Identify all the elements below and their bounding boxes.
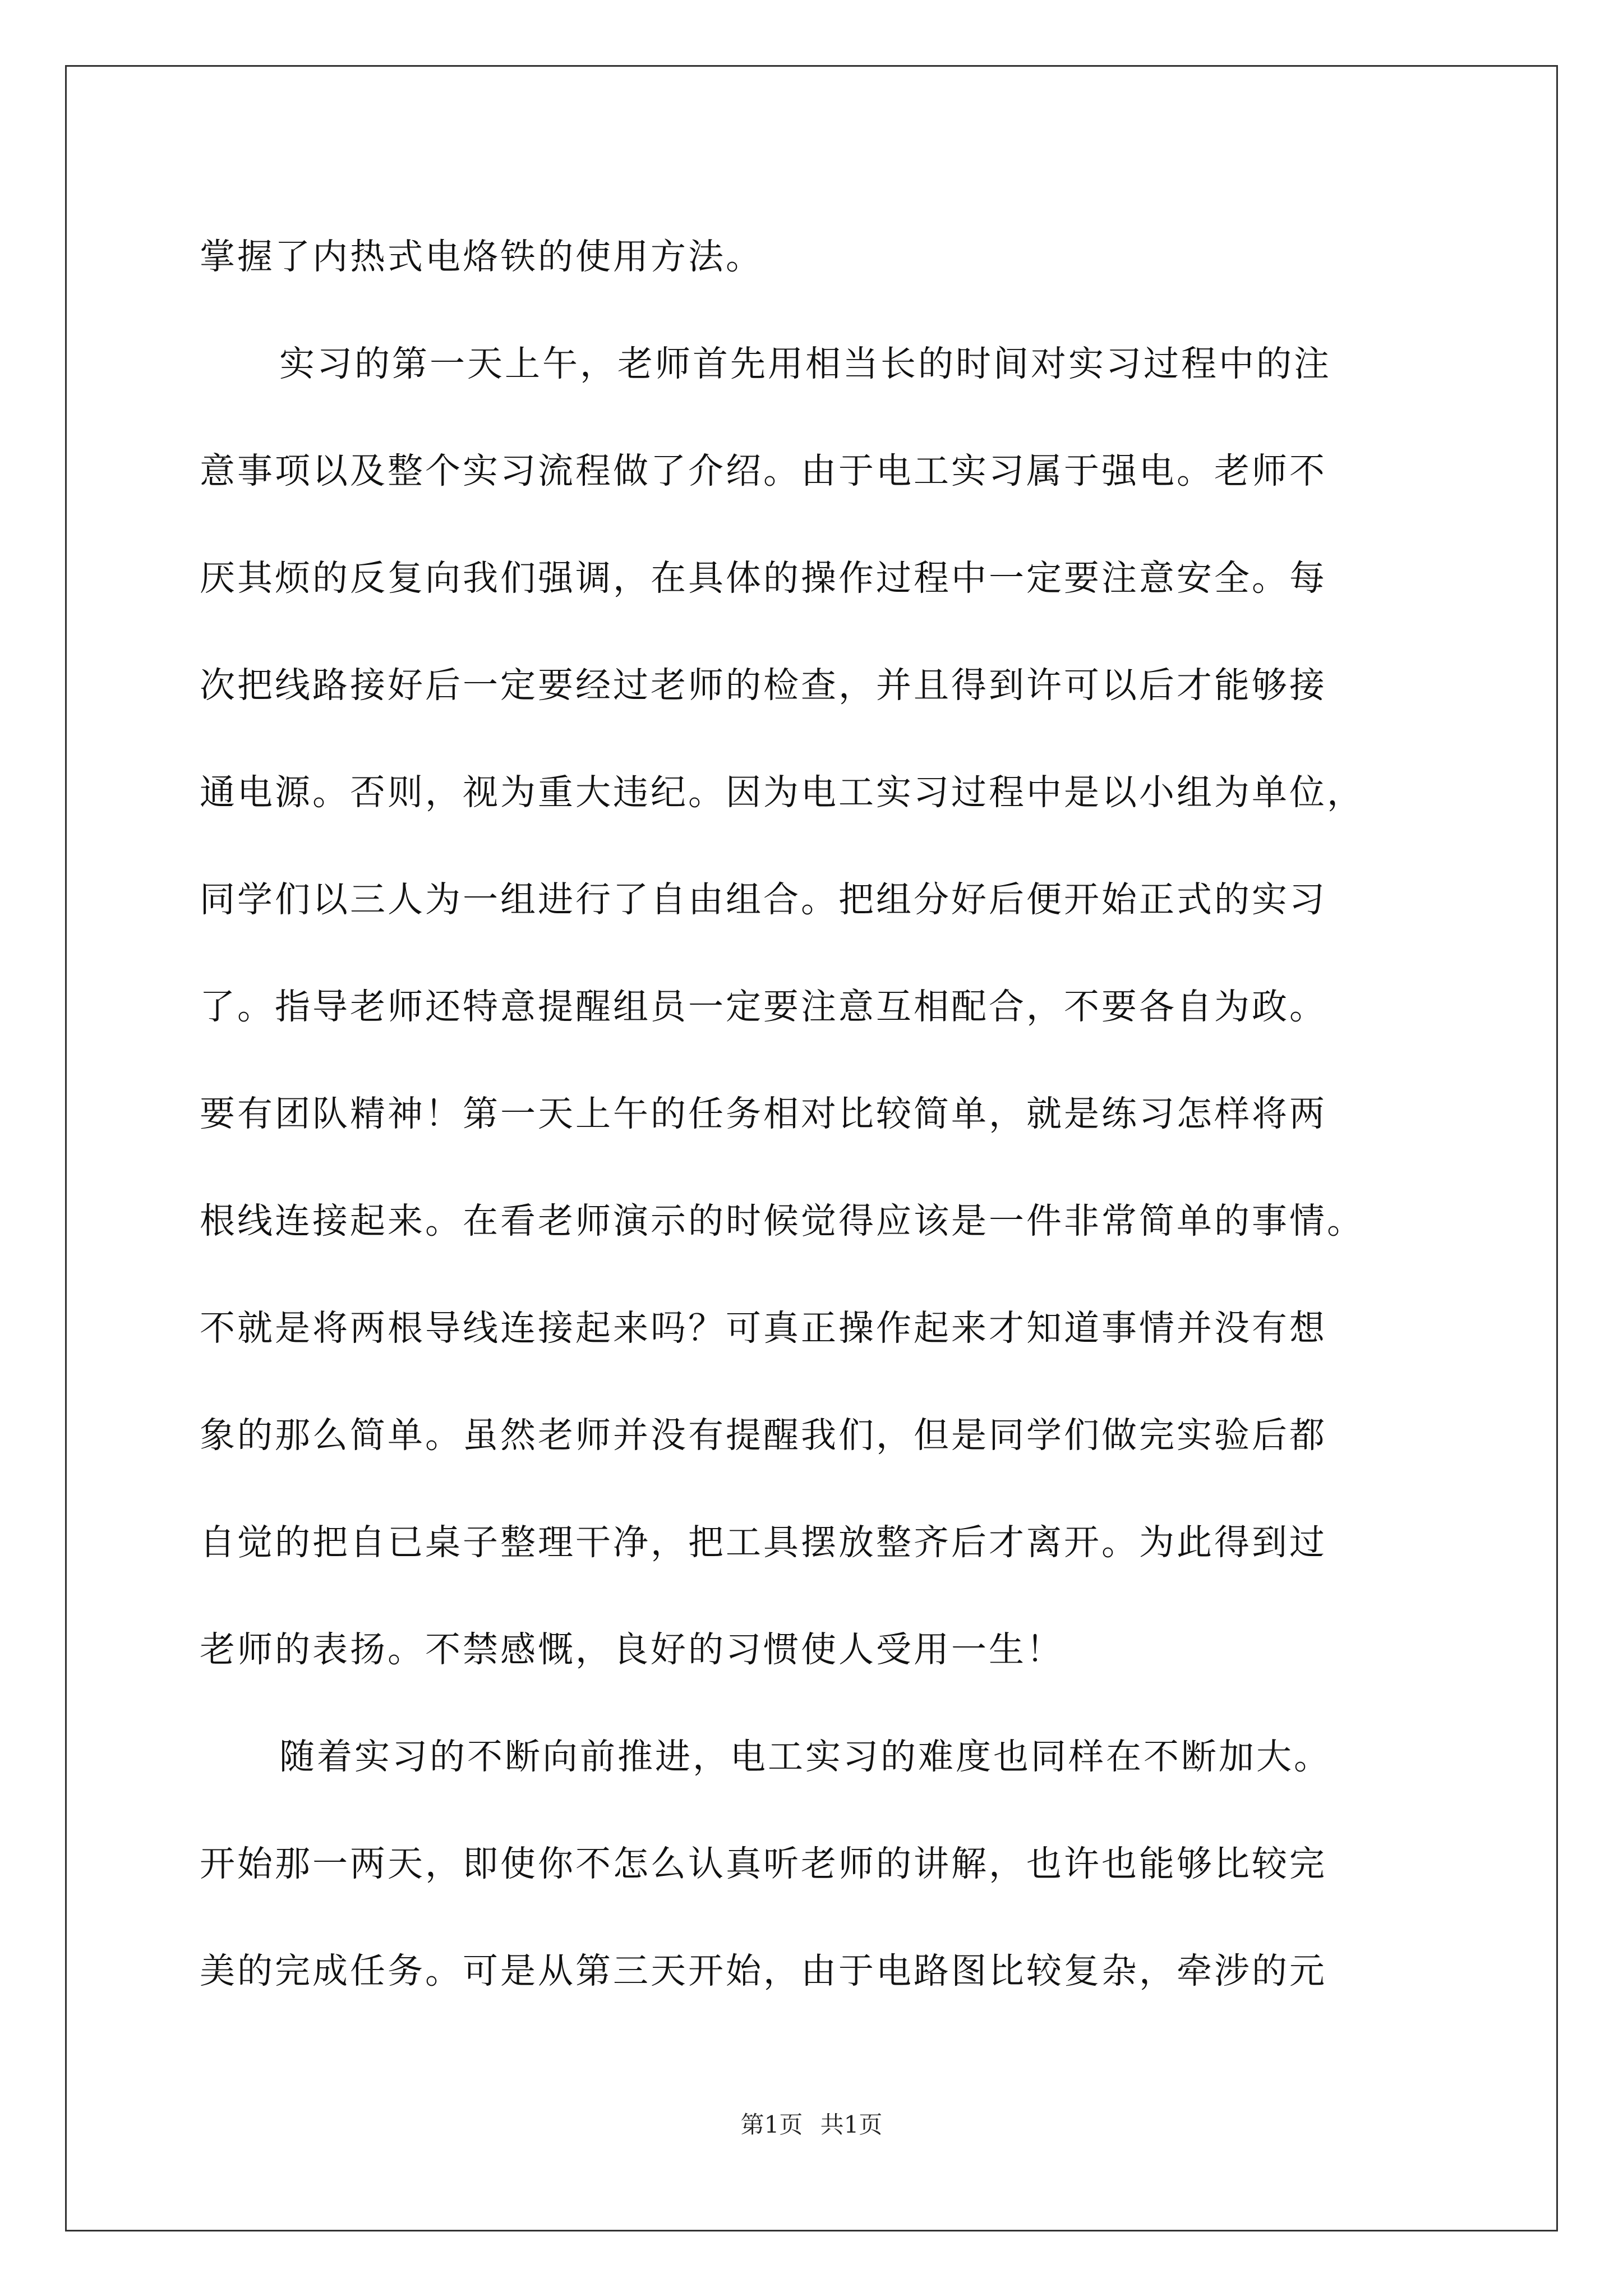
text-line: 了。指导老师还特意提醒组员一定要注意互相配合，不要各自为政。 [200,986,1327,1027]
text-line: 厌其烦的反复向我们强调，在具体的操作过程中一定要注意安全。每 [200,558,1327,599]
text-line: 要有团队精神！第一天上午的任务相对比较简单，就是练习怎样将两 [200,1093,1327,1134]
document-body [200,203,1433,2024]
text-line: 同学们以三人为一组进行了自由组合。把组分好后便开始正式的实习 [200,879,1327,920]
text-line: 象的那么简单。虽然老师并没有提醒我们，但是同学们做完实验后都 [200,1415,1327,1456]
text-line: 根线连接起来。在看老师演示的时候觉得应该是一件非常简单的事情。 [200,1200,1364,1241]
text-line: 意事项以及整个实习流程做了介绍。由于电工实习属于强电。老师不 [200,450,1327,491]
text-line: 自觉的把自已桌子整理干净，把工具摆放整齐后才离开。为此得到过 [200,1522,1327,1563]
text-line: 老师的表扬。不禁感慨，良好的习惯使人受用一生！ [200,1629,1064,1670]
text-line: 掌握了内热式电烙铁的使用方法。 [200,236,763,277]
text-line: 不就是将两根导线连接起来吗？可真正操作起来才知道事情并没有想 [200,1308,1327,1349]
text-line: 美的完成任务。可是从第三天开始，由于电路图比较复杂，牵涉的元 [200,1950,1327,1991]
text-line: 通电源。否则，视为重大违纪。因为电工实习过程中是以小组为单位， [200,772,1364,813]
page-number-footer: 第1页 共1页 [740,2111,883,2138]
text-line: 开始那一两天，即使你不怎么认真听老师的讲解，也许也能够比较完 [200,1843,1327,1884]
text-line: 随着实习的不断向前推进，电工实习的难度也同样在不断加大。 [279,1736,1331,1777]
text-line: 次把线路接好后一定要经过老师的检查，并且得到许可以后才能够接 [200,665,1327,706]
text-line: 实习的第一天上午，老师首先用相当长的时间对实习过程中的注 [279,343,1331,384]
